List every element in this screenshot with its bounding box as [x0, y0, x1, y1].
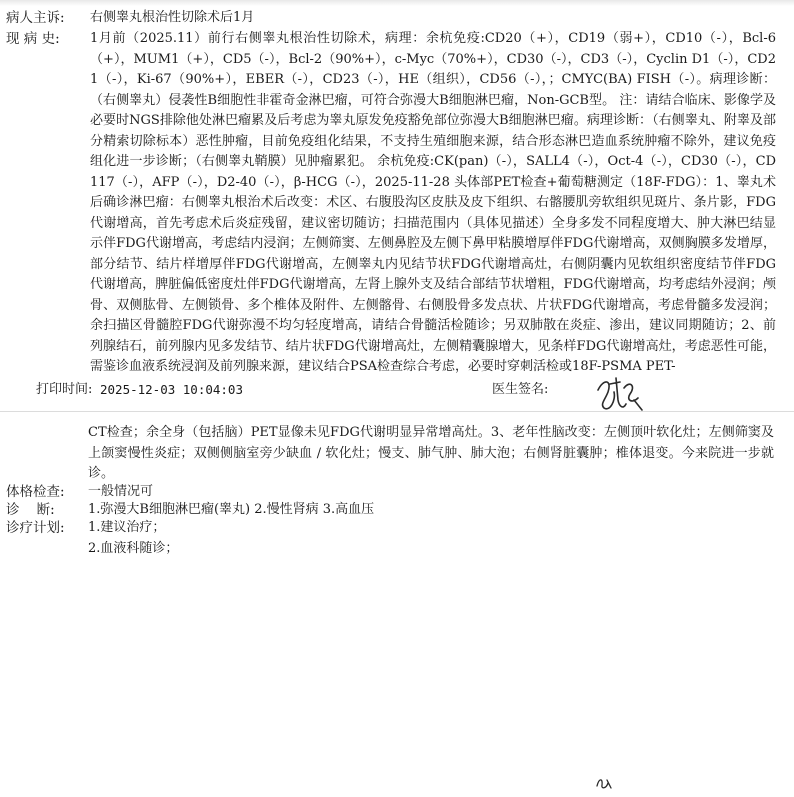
print-time-label: 打印时间:	[36, 382, 93, 397]
history-continuation-text: CT检查；余全身（包括脑）PET显像未见FDG代谢明显异常增高灶。3、老年性脑改变：左侧顶叶软化灶；左侧筛窦及上颌窦慢性炎症；双侧侧脑室旁少缺血 / 软化灶；慢支、肺气肿、肺大泡；右侧肾脏囊肿；椎体退变。今来院进一步就诊。	[88, 425, 774, 481]
present-history-text: 1月前（2025.11）前行右侧睾丸根治性切除术，病理：余杭免疫:CD20（+），CD19（弱+），CD10（-），Bcl-6（+），MUM1（+），CD5（-），Bcl-2（90%+），c-Myc（70%+），CD30（-），CD3（-），Cyclin D1（-），CD21（-），Ki-67（90%+），EBER（-），CD23（-），HE（组织），CD56（-），；CMYC(BA) FISH（-）。病理诊断：（右侧睾丸）侵袭性B细胞性非霍奇金淋巴瘤，可符合弥漫大B细胞淋巴瘤，Non-GCB型。 注：请结合临床、影像学及必要时NGS排除他处淋巴瘤累及后考虑为睾丸原发免疫豁免部位弥漫大B细胞淋巴瘤。病理诊断：（右侧睾丸、附睾及部分精索切除标本）恶性肿瘤，目前免疫组化结果，不支持生殖细胞来源，结合形态淋巴造血系统肿瘤不除外，建议免疫组化进一步诊断；（右侧睾丸鞘膜）见肿瘤累犯。 余杭免疫:CK(pan)（-），SALL4（-），Oct-4（-），CD30（-），CD117（-），AFP（-），D2-40（-），β-HCG（-），2025-11-28 头体部PET检查+葡萄糖测定（18F-FDG）：1、睾丸术后确诊淋巴瘤：右侧睾丸根治术后改变：术区、右腹股沟区皮肤及皮下组织、右髂腰肌旁软组织见斑片、条片影，FDG代谢增高，首先考虑术后炎症残留，建议密切随访；扫描范围内（具体见描述）全身多发不同程度增大、肿大淋巴结显示伴FDG代谢增高，考虑结内浸润；左侧筛窦、左侧鼻腔及左侧下鼻甲粘膜增厚伴FDG代谢增高，双侧胸膜多发增厚，部分结节、结片样增厚伴FDG代谢增高，左侧睾丸内见结节状FDG代谢增高灶，右侧阴囊内见软组织密度结节伴FDG代谢增高，脾脏偏低密度灶伴FDG代谢增高，左肾上腺外支及结合部结节状增粗，FDG代谢增高，均考虑结外浸润；颅骨、双侧肱骨、左侧锁骨、多个椎体及附件、左侧髂骨、右侧股骨多发点状、片状FDG代谢增高，考虑骨髓多发浸润；余扫描区骨髓腔FDG代谢弥漫不均匀轻度增高，请结合骨髓活检随诊；另双肺散在炎症、渗出，建议同期随访；2、前列腺结石，前列腺内见多发结节、结片状FDG代谢增高灶，左侧精囊腺增大，见条样FDG代谢增高灶，考虑恶性可能，需鉴诊血液系统浸润及前列腺来源，建议结合PSA检查综合考虑，必要时穿刺活检或18F-PSMA PET-	[90, 31, 776, 374]
treatment-plan-list	[88, 518, 178, 559]
diagnosis-label: 诊 断:	[6, 502, 55, 518]
chief-complaint-label: 病人主诉:	[6, 10, 65, 26]
chief-complaint-text: 右侧睾丸根治性切除术后1月	[90, 10, 255, 25]
scan-top-edge	[0, 0, 794, 6]
print-time-value: 2025-12-03 10:04:03	[100, 382, 243, 397]
treatment-plan-label: 诊疗计划:	[6, 520, 65, 536]
print-info-row	[0, 380, 794, 408]
page-break-divider	[0, 411, 794, 412]
treatment-plan-row	[0, 518, 794, 559]
handwritten-mark-icon	[594, 774, 614, 792]
doctor-signature-label: 医生签名:	[492, 382, 549, 397]
treatment-plan-item: 2.血液科随诊；	[88, 540, 179, 556]
treatment-plan-item: 1.建议治疗；	[88, 520, 166, 535]
diagnosis-text: 1.弥漫大B细胞淋巴瘤(睾丸) 2.慢性肾病 3.高血压	[88, 502, 375, 517]
present-history-row	[0, 29, 794, 378]
physical-exam-label: 体格检查:	[6, 484, 65, 500]
chief-complaint-row	[0, 8, 794, 29]
doctor-signature-icon	[590, 370, 650, 416]
physical-exam-text: 一般情况可	[88, 484, 154, 499]
present-history-label: 现 病 史:	[6, 31, 60, 47]
